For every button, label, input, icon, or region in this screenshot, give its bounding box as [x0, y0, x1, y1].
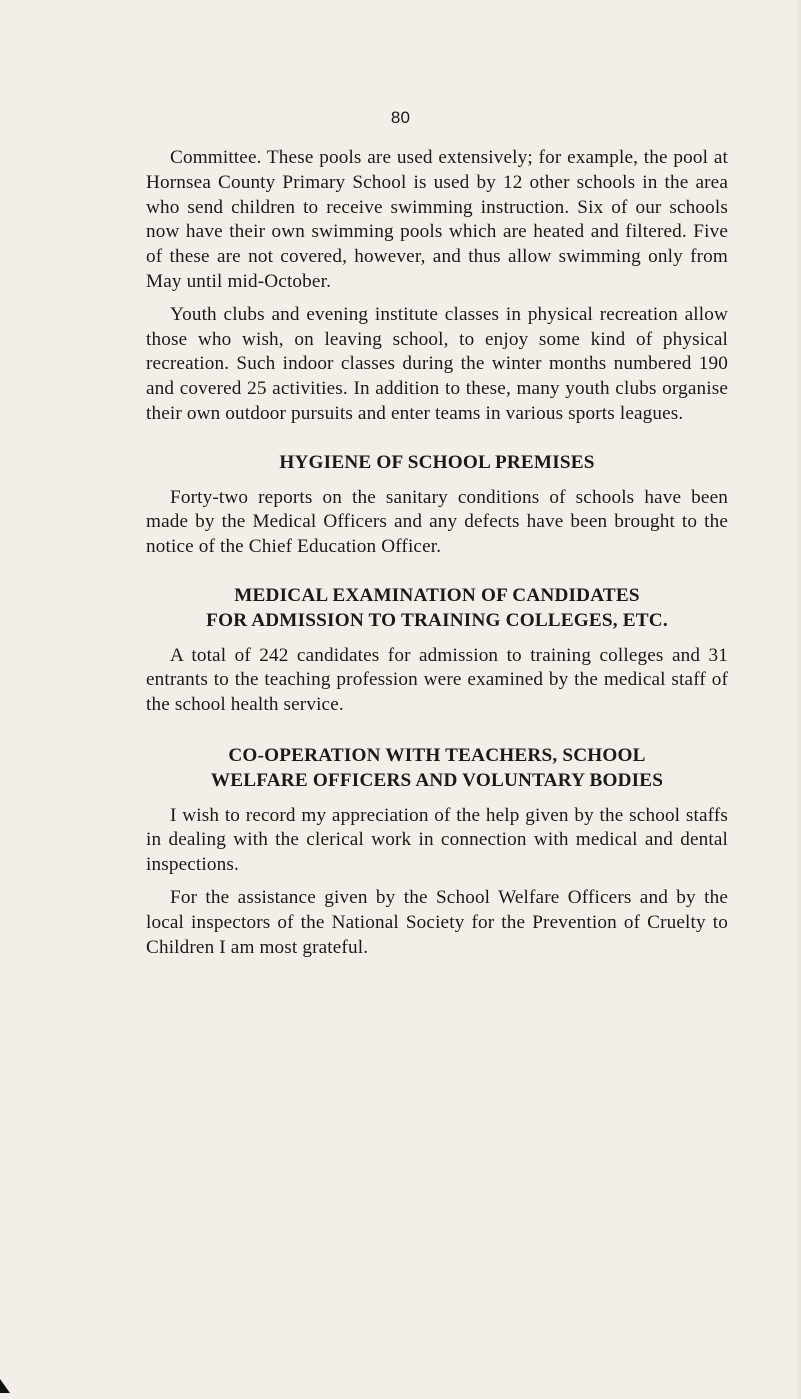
paragraph-appreciation-staffs: I wish to record my appreciation of the help given by the school staffs in dealing with the clerical work in connection with medical and dental inspections.	[146, 804, 728, 876]
heading-co-operation-line-2: WELFARE OFFICERS AND VOLUNTARY BODIES	[210, 769, 664, 791]
paragraph-swimming-pools: Committee. These pools are used extensively; for example, the pool at Hornsea County Primary School is used by 12 other schools in the area who send children to receive swimming instruction. Six of our schools now have their own swimming pools which are heated and filtered. Five of these are not covered, however, and thus allow swimming only from May until mid-October.	[146, 147, 728, 292]
corner-scan-mark	[0, 1379, 10, 1393]
heading-co-operation	[146, 744, 728, 794]
page-edge-shadow	[795, 0, 801, 1399]
heading-medical-examination-line-1: MEDICAL EXAMINATION OF CANDIDATES	[234, 584, 640, 606]
paragraph-grateful-welfare-officers: For the assistance given by the School Welfare Officers and by the local inspectors of the National Society for the Prevention of Cruelty to Children I am most grateful.	[146, 886, 728, 958]
heading-medical-examination-line-2: FOR ADMISSION TO TRAINING COLLEGES, ETC.	[206, 609, 668, 631]
page-body	[146, 146, 728, 968]
page-number: 80	[390, 108, 411, 127]
paragraph-sanitary-reports: Forty-two reports on the sanitary conditions of schools have been made by the Medical Officers and any defects have been brought to the notice of the Chief Education Officer.	[146, 486, 728, 558]
paragraph-candidates-examined: A total of 242 candidates for admission to training colleges and 31 entrants to the teaching profession were examined by the medical staff of the school health service.	[146, 644, 728, 716]
heading-co-operation-line-1: CO-OPERATION WITH TEACHERS, SCHOOL	[228, 744, 646, 766]
heading-hygiene-of-school-premises: HYGIENE OF SCHOOL PREMISES	[279, 451, 595, 473]
paragraph-youth-clubs: Youth clubs and evening institute classes in physical recreation allow those who wish, on leaving school, to enjoy some kind of physical recreation. Such indoor classes during the winter months numbered 190 and covered 25 activities. In addition to these, many youth clubs organise their own outdoor pursuits and enter teams in various sports leagues.	[146, 303, 728, 424]
heading-medical-examination	[146, 584, 728, 634]
